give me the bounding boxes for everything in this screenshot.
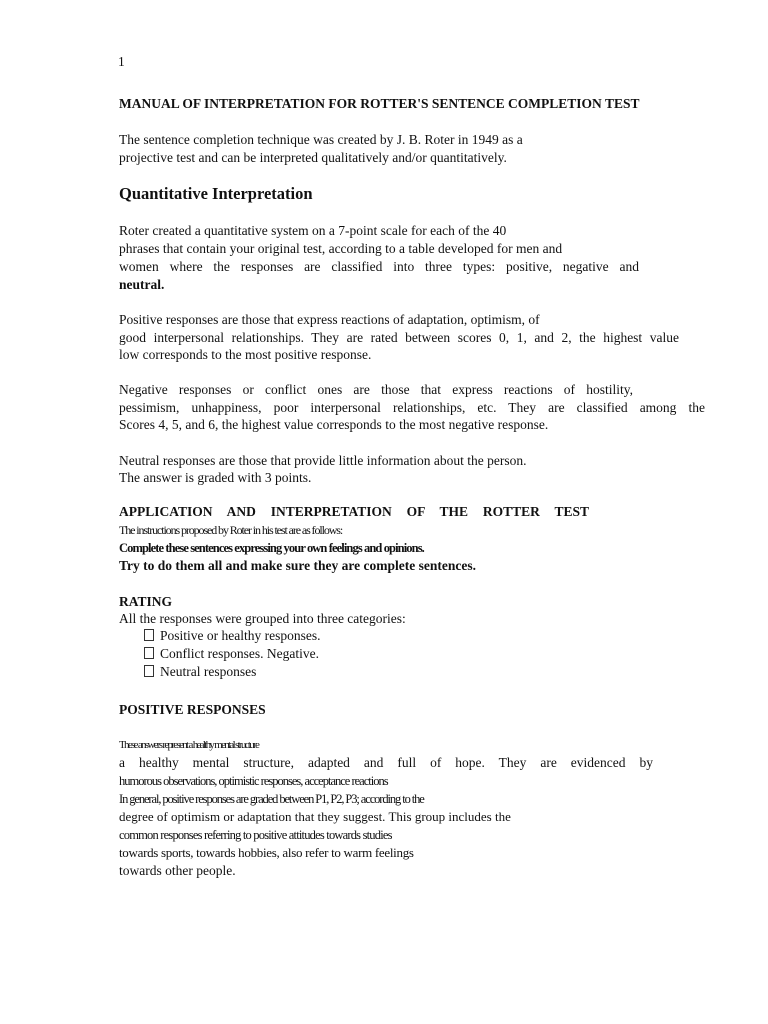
quant-para-line-1: Roter created a quantitative system on a 7-point scale for each of the 40 <box>119 223 507 238</box>
positive-para-line-2: good interpersonal relationships. They are rated between scores 0, 1, and 2, the highest value <box>119 330 679 345</box>
rating-item-label: Neutral responses <box>160 664 257 679</box>
neutral-para-line-1: Neutral responses are those that provide little information about the person. <box>119 453 527 468</box>
quant-para-line-4: neutral. <box>119 277 165 292</box>
positive-section-line-8: towards other people. <box>119 863 236 878</box>
positive-section-line-2: a healthy mental structure, adapted and full of hope. They are evidenced by <box>119 755 653 770</box>
quant-para-line-2: phrases that contain your original test, according to a table developed for men and <box>119 241 563 256</box>
intro-line-1: The sentence completion technique was created by J. B. Roter in 1949 as a <box>119 132 523 147</box>
neutral-para-line-2: The answer is graded with 3 points. <box>119 470 312 485</box>
rating-item-label: Positive or healthy responses. <box>160 628 321 643</box>
section-heading-application: APPLICATION AND INTERPRETATION OF THE ROTTER TEST <box>119 504 589 519</box>
positive-section-line-5: degree of optimism or adaptation that they suggest. This group includes the <box>119 809 511 824</box>
positive-section-line-1: These answers represent a healthy mental structure <box>119 739 259 751</box>
application-line-1: The instructions proposed by Roter in his test are as follows: <box>119 523 343 537</box>
positive-section-line-3: humorous observations, optimistic responses, acceptance reactions <box>119 774 388 788</box>
positive-section-line-6: common responses referring to positive attitudes towards studies <box>119 828 392 842</box>
positive-para-line-3: low corresponds to the most positive response. <box>119 347 372 362</box>
positive-para-line-1: Positive responses are those that express reactions of adaptation, optimism, of <box>119 312 540 327</box>
positive-section-line-7: towards sports, towards hobbies, also refer to warm feelings <box>119 845 414 860</box>
rating-intro: All the responses were grouped into three categories: <box>119 611 406 626</box>
negative-para-line-1: Negative responses or conflict ones are those that express reactions of hostility, <box>119 382 633 397</box>
negative-para-line-2: pessimism, unhappiness, poor interpersonal relationships, etc. They are classified among the <box>119 400 705 415</box>
section-heading-quantitative: Quantitative Interpretation <box>119 184 313 203</box>
rating-item-positive <box>144 627 320 645</box>
intro-line-2: projective test and can be interpreted qualitatively and/or quantitatively. <box>119 150 507 165</box>
section-heading-rating: RATING <box>119 594 173 609</box>
application-line-2: Complete these sentences expressing your own feelings and opinions. <box>119 541 424 555</box>
negative-para-line-3: Scores 4, 5, and 6, the highest value corresponds to the most negative response. <box>119 417 549 432</box>
checkbox-placeholder-icon <box>144 665 154 677</box>
rating-item-conflict <box>144 645 319 663</box>
quant-para-line-3: women where the responses are classified into three types: positive, negative and <box>119 259 639 274</box>
checkbox-placeholder-icon <box>144 629 154 641</box>
positive-section-line-4: In general, positive responses are graded between P1, P2, P3; according to the <box>119 792 424 806</box>
application-line-3: Try to do them all and make sure they are complete sentences. <box>119 558 476 573</box>
rating-item-label: Conflict responses. Negative. <box>160 646 319 661</box>
rating-item-neutral <box>144 663 256 681</box>
checkbox-placeholder-icon <box>144 647 154 659</box>
document-title: MANUAL OF INTERPRETATION FOR ROTTER'S SENTENCE COMPLETION TEST <box>119 96 640 111</box>
page-number: 1 <box>118 54 125 69</box>
section-heading-positive-responses: POSITIVE RESPONSES <box>119 702 266 717</box>
